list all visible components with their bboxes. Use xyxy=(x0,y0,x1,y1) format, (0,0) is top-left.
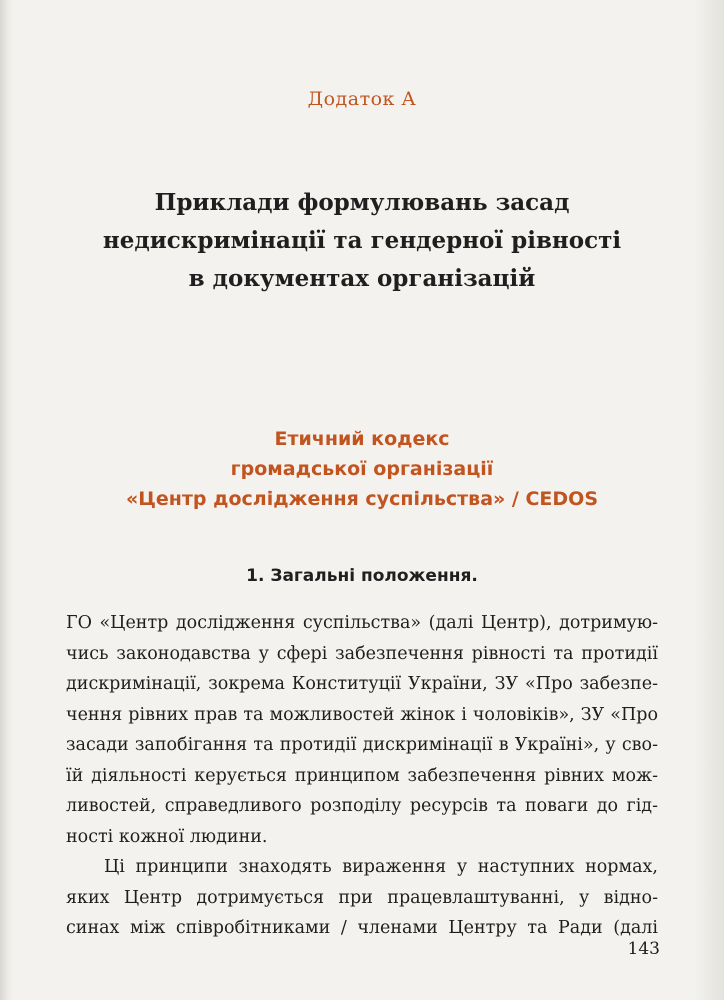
ethics-code-title-line: Етичний кодекс xyxy=(274,428,450,450)
text-line: ності кожної людини. xyxy=(66,826,268,847)
bleed-through-shadow xyxy=(694,0,724,1000)
page-title-line: Приклади формулювань засад xyxy=(154,189,570,216)
ethics-code-title-line: громадської організації xyxy=(230,458,494,480)
body-text xyxy=(66,608,658,944)
page-title xyxy=(62,184,662,298)
page-number: 143 xyxy=(627,939,660,959)
page-title-line: в документах організацій xyxy=(188,265,536,292)
text-line: чення рівних прав та можливостей жінок і чоловіків», ЗУ «Про xyxy=(66,704,658,725)
text-line: синах між співробітниками / членами Центру та Ради (далі xyxy=(66,918,658,938)
page-edge-shadow xyxy=(0,0,14,1000)
ethics-code-title-line: «Центр дослідження суспільства» / CEDOS xyxy=(125,488,598,510)
page-title-line: недискримінації та гендерної рівності xyxy=(102,227,622,254)
ethics-code-title xyxy=(62,424,662,514)
text-line: ливостей, справедливого розподілу ресурсів та поваги до гід- xyxy=(66,796,658,816)
section-heading: 1. Загальні положення. xyxy=(246,566,478,586)
text-line: засади запобігання та протидії дискримінації в Україні», у сво- xyxy=(66,735,658,755)
text-line: їй діяльності керується принципом забезпечення рівних мож- xyxy=(66,765,658,786)
text-line: Ці принципи знаходять вираження у наступних нормах, xyxy=(104,857,658,877)
text-line: яких Центр дотримується при працевлаштуванні, у відно- xyxy=(66,887,658,908)
appendix-label: Додаток А xyxy=(307,88,417,110)
paragraph-1 xyxy=(66,608,658,852)
text-line: ГО «Центр дослідження суспільства» (далі Центр), дотримую- xyxy=(66,613,658,633)
text-line: чись законодавства у сфері забезпечення рівності та протидії xyxy=(66,643,658,664)
paragraph-2 xyxy=(66,852,658,944)
text-line: дискримінації, зокрема Конституції України, ЗУ «Про забезпе- xyxy=(66,674,658,694)
